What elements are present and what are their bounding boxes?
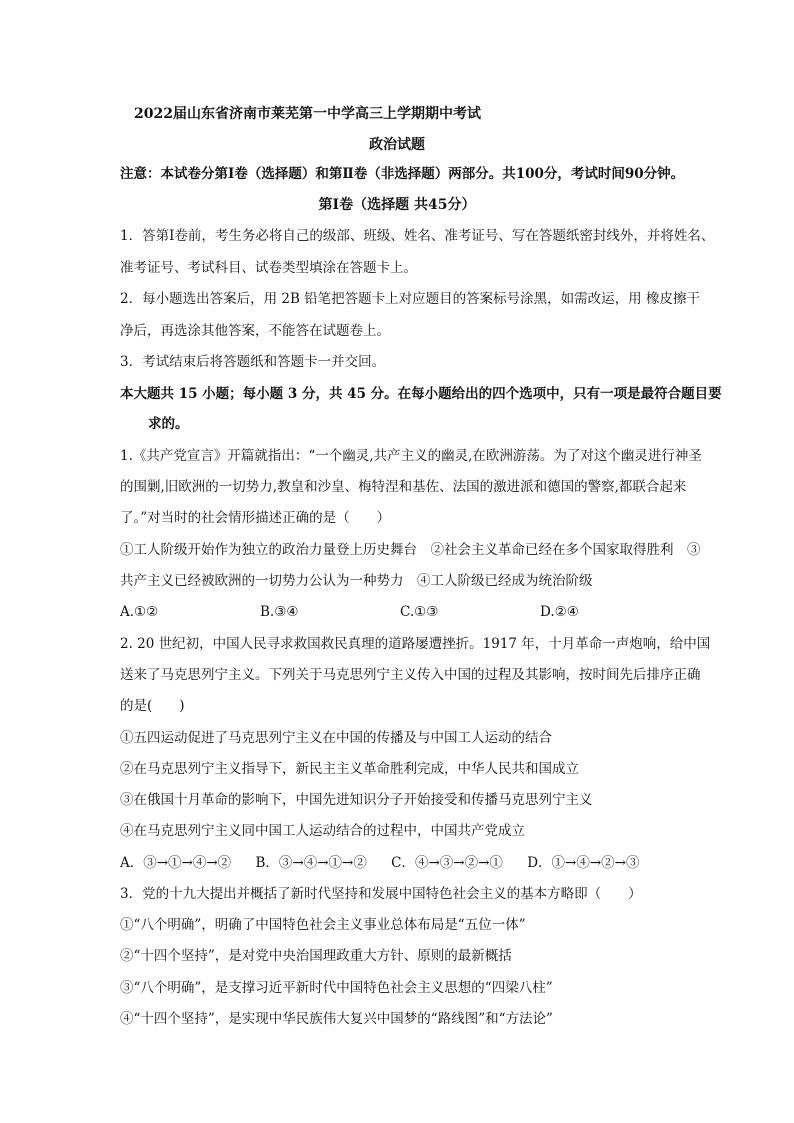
q1-options — [120, 604, 730, 620]
exam-note: 注意：本试卷分第Ⅰ卷（选择题）和第Ⅱ卷（非选择题）两部分。共100分，考试时间90分钟。 — [120, 166, 685, 182]
q2-option-c[interactable]: C．④→③→②→① — [391, 855, 503, 871]
q3-item: ③“八个明确”，是支撑习近平新时代中国特色社会主义思想的“四梁八柱” — [120, 980, 553, 996]
q1-option-d[interactable]: D.②④ — [540, 604, 579, 620]
section-title: 第Ⅰ卷（选择题 共45分） — [318, 197, 476, 213]
exam-title: 2022届山东省济南市莱芜第一中学高三上学期期中考试 — [134, 106, 481, 122]
q1-stem: 1.《共产党宣言》开篇就指出：“一个幽灵,共产主义的幽灵,在欧洲游荡。为了对这个幽灵进行神圣 — [120, 448, 702, 464]
q3-stem: 3．党的十九大提出并概括了新时代坚持和发展中国特色社会主义的基本方略即（ ） — [120, 886, 642, 902]
q2-option-b[interactable]: B．③→④→①→② — [255, 855, 367, 871]
instruction-line: 2．每小题选出答案后，用 2B 铅笔把答题卡上对应题目的答案标号涂黑，如需改运，用 橡皮擦干 — [120, 291, 700, 307]
q3-item: ④“十四个坚持”，是实现中华民族伟大复兴中国梦的“路线图”和“方法论” — [120, 1011, 553, 1027]
q1-option-c[interactable]: C.①③ — [400, 604, 439, 620]
q2-option-a[interactable]: A．③→①→④→② — [120, 855, 232, 871]
instruction-line: 1．答第Ⅰ卷前，考生务必将自己的级部、班级、姓名、准考证号、写在答题纸密封线外，并将姓名、 — [120, 228, 715, 244]
part-note: 本大题共 15 小题；每小题 3 分，共 45 分。在每小题给出的四个选项中，只有一项是最符合题目要 — [120, 386, 722, 402]
q2-stem: 的是( ) — [120, 698, 185, 714]
q3-item: ②“十四个坚持”，是对党中央治国理政重大方针、原则的最新概括 — [120, 948, 512, 964]
q1-option-b[interactable]: B.③④ — [260, 604, 299, 620]
q2-stem: 送来了马克思列宁主义。下列关于马克思列宁主义传入中国的过程及其影响，按时间先后排序正确 — [120, 667, 701, 683]
q1-option-a[interactable]: A.①② — [120, 604, 159, 620]
q2-stem: 2. 20 世纪初，中国人民寻求救国救民真理的道路屡遭挫折。1917 年，十月革命一声炮响，给中国 — [120, 636, 711, 652]
q2-item: ④在马克思列宁主义同中国工人运动结合的过程中，中国共产党成立 — [120, 823, 525, 839]
instruction-line: 3．考试结束后将答题纸和答题卡一并交回。 — [120, 354, 386, 370]
q2-item: ③在俄国十月革命的影响下，中国先进知识分子开始接受和传播马克思列宁主义 — [120, 792, 593, 808]
subject-title: 政治试题 — [369, 137, 425, 153]
q1-item: ①工人阶级开始作为独立的政治力量登上历史舞台 ②社会主义革命已经在多个国家取得胜利 ③ — [120, 542, 701, 558]
q3-item: ①“八个明确”，明确了中国特色社会主义事业总体布局是“五位一体” — [120, 917, 526, 933]
q2-item: ①五四运动促进了马克思列宁主义在中国的传播及与中国工人运动的结合 — [120, 730, 552, 746]
q2-item: ②在马克思列宁主义指导下，新民主主义革命胜利完成，中华人民共和国成立 — [120, 761, 579, 777]
q1-stem: 的围剿,旧欧洲的一切势力,教皇和沙皇、梅特涅和基佐、法国的激进派和德国的警察,都联合起来 — [120, 479, 687, 495]
q1-stem: 了。”对当时的社会情形描述正确的是（ ） — [120, 510, 391, 526]
q2-option-d[interactable]: D．①→④→②→③ — [527, 855, 640, 871]
q2-options — [120, 855, 730, 871]
instruction-line: 准考证号、考试科目、试卷类型填涂在答题卡上。 — [120, 260, 417, 276]
instruction-line: 净后，再选涂其他答案，不能答在试题卷上。 — [120, 323, 390, 339]
q1-item: 共产主义已经被欧洲的一切势力公认为一种势力 ④工人阶级已经成为统治阶级 — [120, 573, 593, 589]
part-note: 求的。 — [148, 416, 189, 432]
